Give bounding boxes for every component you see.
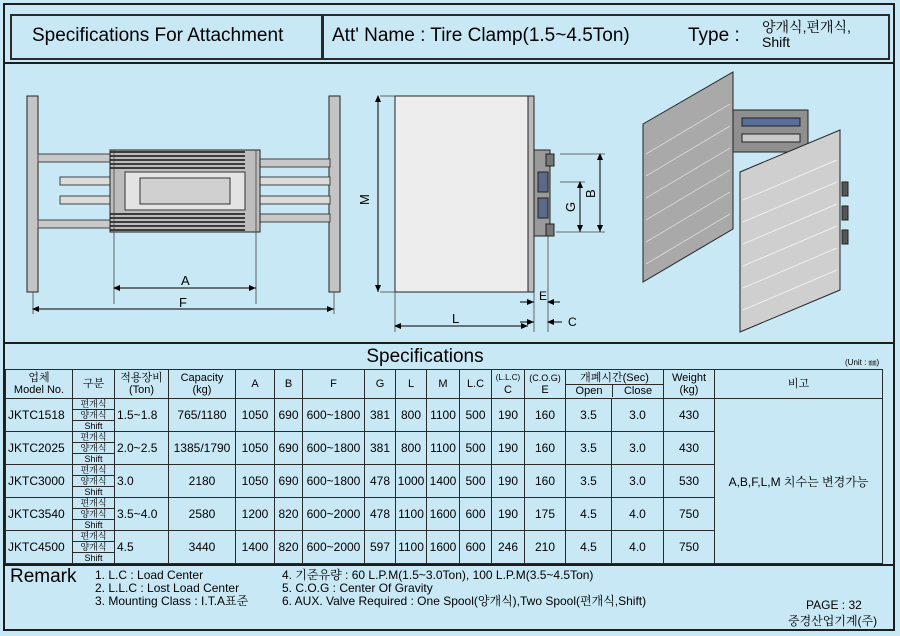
header-a: A [236,370,275,399]
cell-model: JKTC4500 [6,531,73,564]
dim-l-label: L [452,311,460,326]
cell-cap: 2580 [169,498,236,531]
cell-b: 690 [275,432,303,465]
header-c-label: C [504,384,512,396]
cell-l: 800 [396,399,427,432]
drawing-area [0,64,900,354]
cell-f: 600~2000 [303,531,365,564]
header-l: L [396,370,427,399]
cell-m: 1400 [427,465,460,498]
header-model-ko: 업체 [28,372,50,384]
cell-g: 478 [365,465,396,498]
remark-item-1: 1. L.C : Load Center [95,568,204,582]
isometric-view-drawing [643,72,848,332]
cell-close: 4.0 [612,531,664,564]
dim-f-label: F [179,295,187,310]
cell-l: 1100 [396,498,427,531]
dim-b-label: B [583,189,598,198]
cell-l: 1000 [396,465,427,498]
cell-cap: 1385/1790 [169,432,236,465]
header-close: Close [623,384,653,397]
attachment-info-box [322,14,890,60]
cell-a: 1050 [236,465,275,498]
header-b: B [275,370,303,399]
cell-b: 820 [275,531,303,564]
cell-m: 1600 [427,498,460,531]
header-time [566,370,664,399]
cell-b: 690 [275,465,303,498]
cell-close: 3.0 [612,432,664,465]
cell-cap: 3440 [169,531,236,564]
type-value-line2: Shift [762,34,791,50]
cell-l: 1100 [396,531,427,564]
cell-close: 4.0 [612,498,664,531]
cell-model: JKTC3000 [6,465,73,498]
type-option: 양개식 [73,443,114,454]
specifications-table [5,369,883,564]
cell-cap: 765/1180 [169,399,236,432]
table-row [6,399,883,432]
cell-ton: 3.5~4.0 [115,498,169,531]
dim-c-label: C [568,315,577,329]
cell-weight: 750 [664,531,715,564]
page-number: PAGE : 32 [806,598,862,612]
header-model [6,370,73,399]
cell-e: 210 [525,531,566,564]
table-divider [5,564,893,566]
cell-model: JKTC3540 [6,498,73,531]
header-e [525,370,566,399]
cell-b: 690 [275,399,303,432]
cell-f: 600~1800 [303,465,365,498]
cell-ton: 3.0 [115,465,169,498]
header-open: Open [566,385,613,397]
header-ton-ko: 적용장비 [120,372,163,384]
cell-types [73,465,115,498]
cell-a: 1050 [236,432,275,465]
type-option: 편개식 [73,465,114,476]
cell-types [73,432,115,465]
cell-e: 160 [525,465,566,498]
header-f: F [303,370,365,399]
cell-f: 600~2000 [303,498,365,531]
cell-open: 4.5 [566,531,612,564]
cell-e: 160 [525,399,566,432]
table-header-row [6,370,883,399]
cell-open: 3.5 [566,465,612,498]
cell-weight: 530 [664,465,715,498]
unit-note: (Unit : ㎜) [845,358,880,367]
type-label: Type : [688,25,740,46]
dim-g-label: G [563,201,578,212]
remark-item-4: 4. 기준유량 : 60 L.P.M(1.5~3.0Ton), 100 L.P.M(3.5~4.5Ton) [282,568,594,582]
cell-f: 600~1800 [303,399,365,432]
cell-m: 1100 [427,399,460,432]
cell-c: 190 [492,465,525,498]
cell-types [73,399,115,432]
remark-item-2: 2. L.L.C : Lost Load Center [95,581,240,595]
type-option: 양개식 [73,509,114,520]
cell-c: 190 [492,399,525,432]
header-weight-label: Weight [671,372,707,384]
cell-lc: 500 [460,399,492,432]
cell-model: JKTC2025 [6,432,73,465]
type-option: Shift [84,454,103,464]
header-m: M [427,370,460,399]
cell-open: 4.5 [566,498,612,531]
cell-ton: 4.5 [115,531,169,564]
title-box [10,14,323,60]
cell-g: 381 [365,399,396,432]
cell-b: 820 [275,498,303,531]
header-capacity [169,370,236,399]
company-name: 중경산업기계(주) [788,614,878,628]
cell-g: 597 [365,531,396,564]
remark-item-5: 5. C.O.G : Center Of Gravity [282,581,433,595]
cell-close: 3.0 [612,465,664,498]
type-value-line1: 양개식,편개식, [762,19,851,35]
cell-model: JKTC1518 [6,399,73,432]
header-weight [664,370,715,399]
header-lc: L.C [460,370,492,399]
remark-item-3: 3. Mounting Class : I.T.A표준 [95,594,249,608]
cell-e: 160 [525,432,566,465]
cell-ton: 2.0~2.5 [115,432,169,465]
type-option: 양개식 [73,410,114,421]
header-time-label: 개폐시간(Sec) [566,372,663,385]
header-capacity-label: Capacity [180,372,224,384]
side-view-drawing [357,96,605,332]
cell-ton: 1.5~1.8 [115,399,169,432]
dim-m-label: M [357,194,372,205]
cell-cap: 2180 [169,465,236,498]
type-option: 편개식 [73,531,114,542]
cell-remark-note: A,B,F,L,M 치수는 변경가능 [715,399,883,564]
cell-weight: 430 [664,432,715,465]
cell-open: 3.5 [566,399,612,432]
top-view-drawing [27,96,340,314]
cell-types [73,531,115,564]
cell-lc: 500 [460,465,492,498]
dim-a-label: A [181,273,190,288]
type-value [762,20,851,50]
cell-c: 246 [492,531,525,564]
cell-g: 381 [365,432,396,465]
cell-a: 1050 [236,399,275,432]
cell-a: 1400 [236,531,275,564]
header-weight-unit: (kg) [679,384,699,396]
type-option: Shift [84,520,103,530]
header-capacity-unit: (kg) [192,384,212,396]
cell-weight: 430 [664,399,715,432]
cell-f: 600~1800 [303,432,365,465]
type-option: 양개식 [73,476,114,487]
cell-m: 1100 [427,432,460,465]
cell-close: 3.0 [612,399,664,432]
drawing-divider [5,342,893,344]
cell-lc: 500 [460,432,492,465]
cell-l: 800 [396,432,427,465]
header-c [492,370,525,399]
type-option: 편개식 [73,399,114,410]
header-remark: 비고 [715,370,883,399]
attachment-name: Att' Name : Tire Clamp(1.5~4.5Ton) [332,25,630,46]
remark-label: Remark [10,566,77,587]
cell-a: 1200 [236,498,275,531]
cell-e: 175 [525,498,566,531]
header-cog: (C.O.G) [529,373,561,383]
type-option: 편개식 [73,498,114,509]
cell-c: 190 [492,432,525,465]
type-option: Shift [84,553,103,563]
type-option: 편개식 [73,432,114,443]
cell-m: 1600 [427,531,460,564]
remark-item-6: 6. AUX. Valve Required : One Spool(양개식),Two Spool(편개식,Shift) [282,594,647,608]
type-option: 양개식 [73,542,114,553]
cell-open: 3.5 [566,432,612,465]
header-type: 구분 [73,370,115,399]
type-option: Shift [84,487,103,497]
cell-g: 478 [365,498,396,531]
header-ton [115,370,169,399]
page-title: Specifications For Attachment [32,25,284,46]
type-option: Shift [84,421,103,431]
header-model-en: Model No. [13,384,65,396]
cell-types [73,498,115,531]
header-e-label: E [541,384,549,396]
header-llc: (L.L.C) [495,373,521,382]
cell-c: 190 [492,498,525,531]
header-g: G [365,370,396,399]
cell-lc: 600 [460,498,492,531]
cell-lc: 600 [460,531,492,564]
cell-weight: 750 [664,498,715,531]
specifications-title: Specifications [366,346,484,367]
header-ton-en: (Ton) [128,384,155,396]
dim-e-label: E [539,289,548,303]
